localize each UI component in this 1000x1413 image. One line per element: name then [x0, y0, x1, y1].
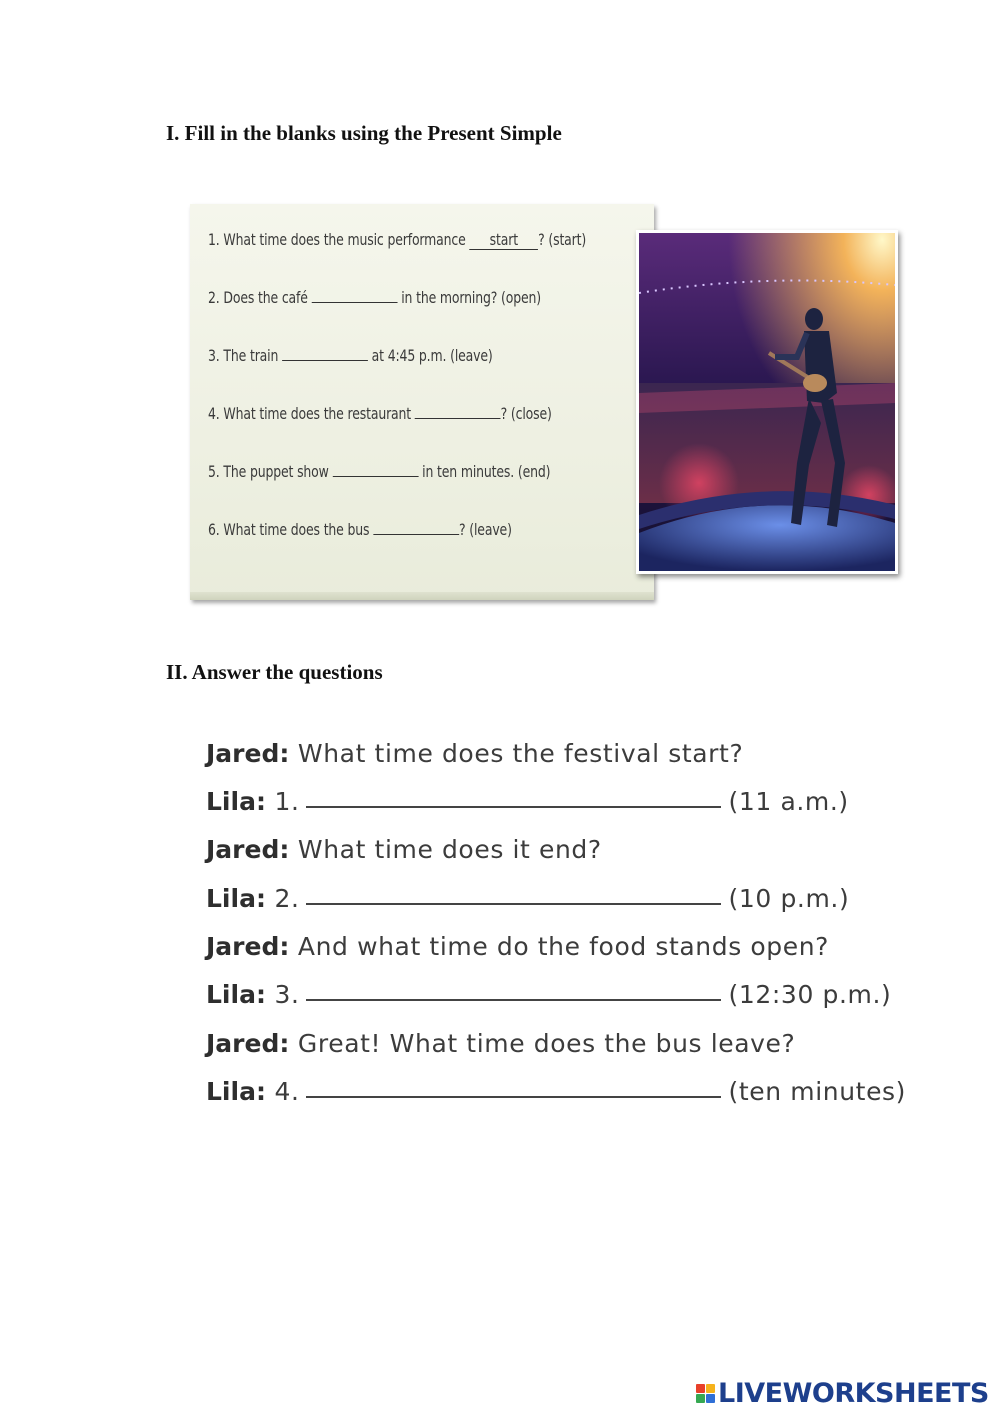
exercise-item-2: [208, 288, 541, 307]
speaker: Jared:: [206, 835, 290, 864]
dialogue-line-2: [206, 787, 849, 816]
answer-line-4[interactable]: [306, 1095, 721, 1098]
item-hint: ? (start): [538, 230, 587, 249]
answer-number: 3.: [274, 980, 300, 1009]
dialogue-text: What time does it end?: [297, 835, 602, 864]
time-hint: (ten minutes): [728, 1077, 907, 1106]
answer-number: 1.: [274, 787, 300, 816]
exercise-card: [190, 204, 654, 600]
answer-blank-3[interactable]: [282, 359, 368, 361]
dialogue-text: What time does the festival start?: [297, 739, 744, 768]
logo-mark-icon: [696, 1384, 715, 1403]
logo-text: LIVEWORKSHEETS: [718, 1377, 989, 1409]
answer-blank-1[interactable]: [469, 230, 538, 250]
speaker: Lila:: [206, 980, 266, 1009]
section2-heading: II. Answer the questions: [166, 660, 383, 684]
speaker: Lila:: [206, 787, 266, 816]
item-hint: in the morning? (open): [397, 288, 541, 307]
answer-blank-5[interactable]: [333, 475, 419, 477]
speaker: Lila:: [206, 884, 266, 913]
exercise-item-1: [208, 230, 586, 250]
dialogue-line-1: [206, 739, 743, 768]
item-text: 2. Does the café: [208, 288, 312, 307]
item-text: 1. What time does the music performance: [208, 230, 470, 249]
item-text: 6. What time does the bus: [208, 520, 374, 539]
item-hint: at 4:45 p.m. (leave): [367, 346, 493, 365]
dialogue-line-7: [206, 1029, 795, 1058]
dialogue-text: And what time do the food stands open?: [297, 932, 830, 961]
answer-number: 4.: [274, 1077, 300, 1106]
speaker: Jared:: [206, 932, 290, 961]
speaker: Lila:: [206, 1077, 266, 1106]
item-hint: in ten minutes. (end): [418, 462, 551, 481]
answer-blank-4[interactable]: [415, 417, 501, 419]
item-text: 4. What time does the restaurant: [208, 404, 415, 423]
exercise-item-6: [208, 520, 512, 539]
answer-blank-2[interactable]: [312, 301, 398, 303]
answer-line-3[interactable]: [306, 998, 721, 1001]
exercise-item-4: [208, 404, 552, 423]
dialogue-line-8: [206, 1077, 906, 1106]
answer-text: start: [489, 230, 518, 249]
paper-edge: [190, 592, 654, 600]
item-text: 5. The puppet show: [208, 462, 333, 481]
answer-line-1[interactable]: [306, 805, 721, 808]
speaker: Jared:: [206, 739, 290, 768]
section1-heading: I. Fill in the blanks using the Present Simple: [166, 121, 562, 145]
time-hint: (10 p.m.): [728, 884, 850, 913]
dialogue-text: Great! What time does the bus leave?: [297, 1029, 796, 1058]
time-hint: (12:30 p.m.): [728, 980, 892, 1009]
answer-blank-6[interactable]: [373, 533, 459, 535]
exercise-item-3: [208, 346, 493, 365]
dialogue-line-3: [206, 835, 602, 864]
concert-illustration: [639, 233, 895, 571]
answer-number: 2.: [274, 884, 300, 913]
concert-photo: [636, 230, 898, 574]
dialogue-line-6: [206, 980, 891, 1009]
item-hint: ? (leave): [459, 520, 512, 539]
item-text: 3. The train: [208, 346, 283, 365]
time-hint: (11 a.m.): [728, 787, 849, 816]
exercise-item-5: [208, 462, 550, 481]
dialogue-line-4: [206, 884, 849, 913]
speaker: Jared:: [206, 1029, 290, 1058]
answer-line-2[interactable]: [306, 902, 721, 905]
liveworksheets-logo: [696, 1378, 989, 1408]
item-hint: ? (close): [500, 404, 552, 423]
dialogue-line-5: [206, 932, 829, 961]
